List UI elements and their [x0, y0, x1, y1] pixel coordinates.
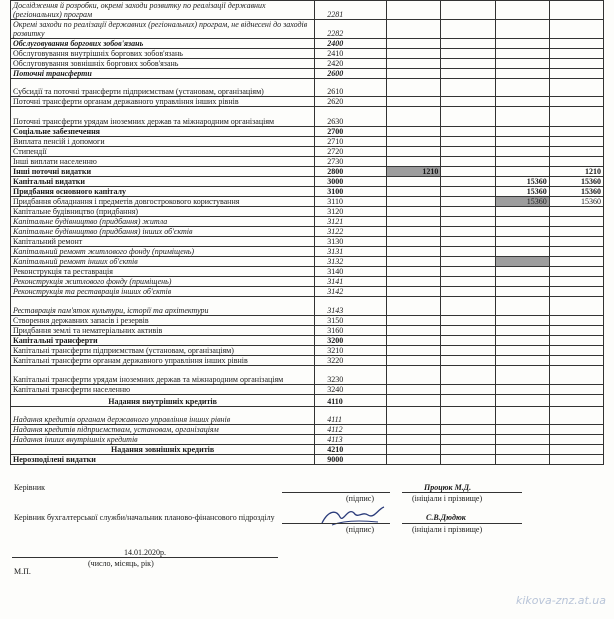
col-general-fund	[387, 297, 441, 316]
col-general-fund	[387, 79, 441, 97]
row-name: Придбання обладнання і предметів довгострокового користування	[11, 197, 315, 207]
row-code: 2700	[315, 127, 387, 137]
row-name: Капітальне будівництво (придбання) інших об'єктів	[11, 227, 315, 237]
table-row	[11, 287, 604, 297]
col-special-fund-b: 15360	[495, 187, 549, 197]
col-special-fund-a	[441, 147, 495, 157]
table-row	[11, 137, 604, 147]
row-name: Капітальні трансферти підприємствам (установам, організаціям)	[11, 346, 315, 356]
table-row	[11, 247, 604, 257]
row-name: Капітальний ремонт	[11, 237, 315, 247]
col-special-fund-a	[441, 187, 495, 197]
col-special-fund-b	[495, 247, 549, 257]
table-row	[11, 107, 604, 127]
table-row	[11, 316, 604, 326]
col-total	[549, 127, 603, 137]
head-name: Процюк М.Д.	[424, 483, 472, 492]
row-code: 3132	[315, 257, 387, 267]
col-general-fund	[387, 455, 441, 465]
row-code: 3142	[315, 287, 387, 297]
col-special-fund-b	[495, 316, 549, 326]
row-code: 2610	[315, 79, 387, 97]
col-total: 1210	[549, 167, 603, 177]
col-general-fund	[387, 237, 441, 247]
col-general-fund	[387, 127, 441, 137]
col-special-fund-b	[495, 425, 549, 435]
col-special-fund-a	[441, 407, 495, 425]
col-special-fund-a	[441, 107, 495, 127]
col-special-fund-a	[441, 97, 495, 107]
watermark: kikova-znz.at.ua	[515, 594, 606, 607]
row-name: Придбання землі та нематеріальних активів	[11, 326, 315, 336]
row-name: Капітальний ремонт житлового фонду (приміщень)	[11, 247, 315, 257]
col-special-fund-b	[495, 157, 549, 167]
col-total	[549, 69, 603, 79]
col-general-fund	[387, 227, 441, 237]
table-row	[11, 237, 604, 247]
row-name: Інші поточні видатки	[11, 167, 315, 177]
row-code: 3200	[315, 336, 387, 346]
col-total	[549, 49, 603, 59]
col-general-fund	[387, 69, 441, 79]
col-total	[549, 20, 603, 39]
col-general-fund	[387, 1, 441, 20]
col-special-fund-b	[495, 1, 549, 20]
col-general-fund	[387, 97, 441, 107]
col-general-fund	[387, 39, 441, 49]
col-special-fund-b	[495, 385, 549, 395]
row-code: 3143	[315, 297, 387, 316]
col-total	[549, 366, 603, 385]
col-general-fund	[387, 385, 441, 395]
row-code: 3000	[315, 177, 387, 187]
col-special-fund-a	[441, 217, 495, 227]
table-row	[11, 20, 604, 39]
col-special-fund-b	[495, 137, 549, 147]
row-code: 3230	[315, 366, 387, 385]
col-general-fund	[387, 187, 441, 197]
row-code: 3110	[315, 197, 387, 207]
col-special-fund-a	[441, 435, 495, 445]
table-row	[11, 1, 604, 20]
table-row	[11, 425, 604, 435]
row-code: 3210	[315, 346, 387, 356]
row-code: 4111	[315, 407, 387, 425]
col-special-fund-a	[441, 1, 495, 20]
accountant-sign-line	[282, 523, 390, 524]
col-special-fund-a	[441, 445, 495, 455]
row-name: Поточні трансферти урядам іноземних держав та міжнародним організаціям	[11, 107, 315, 127]
col-general-fund	[387, 366, 441, 385]
col-general-fund	[387, 107, 441, 127]
table-row	[11, 445, 604, 455]
col-special-fund-b	[495, 326, 549, 336]
col-general-fund	[387, 157, 441, 167]
col-special-fund-a	[441, 326, 495, 336]
table-row	[11, 39, 604, 49]
row-code: 2600	[315, 69, 387, 79]
col-special-fund-a	[441, 49, 495, 59]
table-row	[11, 277, 604, 287]
col-special-fund-a	[441, 385, 495, 395]
col-total	[549, 137, 603, 147]
row-name: Капітальні трансферти органам державного управління інших рівнів	[11, 356, 315, 366]
col-special-fund-a	[441, 137, 495, 147]
row-code: 2720	[315, 147, 387, 157]
date-caption: (число, місяць, рік)	[88, 559, 154, 568]
col-general-fund	[387, 407, 441, 425]
accountant-name: С.В.Дюдюк	[426, 513, 466, 522]
accountant-label: Керівник бухгалтерської служби/начальник планово-фінансового підрозділу	[14, 513, 275, 522]
row-name: Поточні трансферти органам державного управління інших рівнів	[11, 97, 315, 107]
row-name: Капітальний ремонт інших об'єктів	[11, 257, 315, 267]
col-general-fund	[387, 326, 441, 336]
col-total	[549, 445, 603, 455]
col-total	[549, 385, 603, 395]
head-name-line	[402, 492, 522, 493]
row-name: Надання зовнішніх кредитів	[11, 445, 315, 455]
col-general-fund	[387, 257, 441, 267]
col-special-fund-a	[441, 346, 495, 356]
row-code: 9000	[315, 455, 387, 465]
col-special-fund-b	[495, 445, 549, 455]
date-value: 14.01.2020р.	[124, 548, 166, 557]
row-name: Інші виплати населенню	[11, 157, 315, 167]
accountant-name-line	[402, 523, 522, 524]
expenditure-table	[10, 0, 604, 465]
row-code: 3141	[315, 277, 387, 287]
col-total	[549, 79, 603, 97]
col-total	[549, 326, 603, 336]
col-special-fund-b: 15360	[495, 197, 549, 207]
table-row	[11, 217, 604, 227]
table-row	[11, 197, 604, 207]
row-name: Надання внутрішніх кредитів	[11, 395, 315, 407]
row-name: Реконструкція та реставрація	[11, 267, 315, 277]
table-row	[11, 207, 604, 217]
col-total	[549, 346, 603, 356]
row-code: 2800	[315, 167, 387, 177]
col-general-fund	[387, 356, 441, 366]
col-total	[549, 247, 603, 257]
row-code: 4112	[315, 425, 387, 435]
col-special-fund-a	[441, 316, 495, 326]
col-special-fund-a	[441, 366, 495, 385]
col-total	[549, 267, 603, 277]
table-row	[11, 167, 604, 177]
table-row	[11, 257, 604, 267]
col-general-fund	[387, 316, 441, 326]
col-general-fund	[387, 336, 441, 346]
col-special-fund-a	[441, 257, 495, 267]
col-special-fund-a	[441, 227, 495, 237]
col-general-fund	[387, 207, 441, 217]
col-special-fund-a	[441, 297, 495, 316]
row-name: Нерозподілені видатки	[11, 455, 315, 465]
table-row	[11, 97, 604, 107]
col-special-fund-a	[441, 237, 495, 247]
row-code: 2620	[315, 97, 387, 107]
table-row	[11, 326, 604, 336]
row-code: 3240	[315, 385, 387, 395]
col-total: 15360	[549, 187, 603, 197]
col-special-fund-a	[441, 59, 495, 69]
row-code: 3122	[315, 227, 387, 237]
col-total	[549, 336, 603, 346]
col-special-fund-b	[495, 455, 549, 465]
col-total	[549, 395, 603, 407]
table-row	[11, 187, 604, 197]
accountant-name-caption: (ініціали і прізвище)	[412, 525, 483, 534]
table-row	[11, 395, 604, 407]
row-code: 3131	[315, 247, 387, 257]
row-name: Субсидії та поточні трансферти підприємствам (установам, організаціям)	[11, 79, 315, 97]
table-body	[11, 1, 604, 465]
table-row	[11, 435, 604, 445]
col-general-fund	[387, 445, 441, 455]
col-total	[549, 407, 603, 425]
col-total	[549, 287, 603, 297]
col-general-fund	[387, 287, 441, 297]
col-general-fund: 1210	[387, 167, 441, 177]
col-special-fund-a	[441, 455, 495, 465]
col-total	[549, 59, 603, 69]
col-special-fund-a	[441, 197, 495, 207]
row-name: Реставрація пам'яток культури, історії та архітектури	[11, 297, 315, 316]
col-special-fund-a	[441, 287, 495, 297]
row-code: 4210	[315, 445, 387, 455]
col-total	[549, 147, 603, 157]
row-code: 3220	[315, 356, 387, 366]
accountant-sign-caption: (підпис)	[346, 525, 375, 534]
col-total	[549, 257, 603, 267]
row-code: 2710	[315, 137, 387, 147]
row-name: Соціальне забезпечення	[11, 127, 315, 137]
col-general-fund	[387, 425, 441, 435]
row-name: Обслуговування боргових зобов'язань	[11, 39, 315, 49]
col-special-fund-a	[441, 79, 495, 97]
col-general-fund	[387, 247, 441, 257]
row-name: Капітальні видатки	[11, 177, 315, 187]
col-special-fund-a	[441, 69, 495, 79]
col-special-fund-b	[495, 435, 549, 445]
row-name: Капітальні трансферти	[11, 336, 315, 346]
col-general-fund	[387, 20, 441, 39]
row-name: Стипендії	[11, 147, 315, 157]
col-total	[549, 217, 603, 227]
date-line	[12, 557, 278, 558]
table-row	[11, 267, 604, 277]
col-special-fund-a	[441, 425, 495, 435]
row-code: 4113	[315, 435, 387, 445]
row-code: 2281	[315, 1, 387, 20]
col-total	[549, 227, 603, 237]
table-row	[11, 336, 604, 346]
table-row	[11, 147, 604, 157]
col-general-fund	[387, 435, 441, 445]
col-total	[549, 237, 603, 247]
table-row	[11, 455, 604, 465]
row-code: 2420	[315, 59, 387, 69]
col-special-fund-a	[441, 167, 495, 177]
row-name: Обслуговування внутрішніх боргових зобов'язань	[11, 49, 315, 59]
col-special-fund-b	[495, 227, 549, 237]
col-special-fund-b	[495, 147, 549, 157]
row-code: 3140	[315, 267, 387, 277]
col-general-fund	[387, 177, 441, 187]
col-general-fund	[387, 217, 441, 227]
col-special-fund-b	[495, 49, 549, 59]
row-name: Надання кредитів підприємствам, установам, організаціям	[11, 425, 315, 435]
col-total	[549, 455, 603, 465]
table-row	[11, 227, 604, 237]
row-name: Реконструкція та реставрація інших об'єктів	[11, 287, 315, 297]
table-row	[11, 157, 604, 167]
col-special-fund-a	[441, 127, 495, 137]
table-row	[11, 356, 604, 366]
col-total	[549, 425, 603, 435]
col-special-fund-b	[495, 297, 549, 316]
row-name: Капітальні трансферти населенню	[11, 385, 315, 395]
head-name-caption: (ініціали і прізвище)	[412, 494, 483, 503]
row-name: Надання кредитів органам державного управління інших рівнів	[11, 407, 315, 425]
col-total	[549, 157, 603, 167]
col-general-fund	[387, 137, 441, 147]
col-total	[549, 297, 603, 316]
col-special-fund-b	[495, 237, 549, 247]
col-special-fund-a	[441, 356, 495, 366]
row-code: 2630	[315, 107, 387, 127]
row-name: Виплата пенсій і допомоги	[11, 137, 315, 147]
row-code: 3160	[315, 326, 387, 336]
col-special-fund-b	[495, 107, 549, 127]
head-sign-line	[282, 492, 390, 493]
col-total	[549, 39, 603, 49]
col-total	[549, 207, 603, 217]
row-name: Обслуговування зовнішніх боргових зобов'язань	[11, 59, 315, 69]
col-special-fund-b	[495, 217, 549, 227]
col-special-fund-a	[441, 39, 495, 49]
row-code: 3130	[315, 237, 387, 247]
col-general-fund	[387, 346, 441, 356]
row-code: 2400	[315, 39, 387, 49]
col-special-fund-b	[495, 167, 549, 177]
table-row	[11, 407, 604, 425]
col-special-fund-a	[441, 247, 495, 257]
col-special-fund-a	[441, 20, 495, 39]
table-row	[11, 177, 604, 187]
col-special-fund-b	[495, 79, 549, 97]
row-code: 3121	[315, 217, 387, 227]
row-code: 2730	[315, 157, 387, 167]
col-special-fund-b	[495, 407, 549, 425]
row-name: Капітальне будівництво (придбання) житла	[11, 217, 315, 227]
row-name: Створення державних запасів і резервів	[11, 316, 315, 326]
row-code: 2282	[315, 20, 387, 39]
row-code: 3100	[315, 187, 387, 197]
col-total	[549, 97, 603, 107]
seal-label: М.П.	[14, 567, 31, 576]
col-special-fund-b	[495, 207, 549, 217]
col-special-fund-b	[495, 59, 549, 69]
row-code: 2410	[315, 49, 387, 59]
col-special-fund-a	[441, 267, 495, 277]
col-total	[549, 435, 603, 445]
col-special-fund-a	[441, 177, 495, 187]
col-special-fund-b	[495, 395, 549, 407]
col-special-fund-b	[495, 20, 549, 39]
col-total: 15360	[549, 197, 603, 207]
col-total	[549, 356, 603, 366]
col-general-fund	[387, 59, 441, 69]
col-general-fund	[387, 267, 441, 277]
col-total	[549, 277, 603, 287]
table-row	[11, 346, 604, 356]
col-total	[549, 107, 603, 127]
col-general-fund	[387, 277, 441, 287]
col-special-fund-a	[441, 157, 495, 167]
col-general-fund	[387, 395, 441, 407]
col-special-fund-b	[495, 336, 549, 346]
row-name: Дослідження й розробки, окремі заходи розвитку по реалізації державних (регіональних) програм	[11, 1, 315, 20]
col-special-fund-a	[441, 207, 495, 217]
row-name: Надання інших внутрішніх кредитів	[11, 435, 315, 445]
table-row	[11, 49, 604, 59]
col-general-fund	[387, 147, 441, 157]
col-total	[549, 1, 603, 20]
col-special-fund-b	[495, 287, 549, 297]
col-special-fund-b	[495, 97, 549, 107]
row-name: Капітальні трансферти урядам іноземних держав та міжнародним організаціям	[11, 366, 315, 385]
row-code: 4110	[315, 395, 387, 407]
table-row	[11, 79, 604, 97]
row-name: Поточні трансферти	[11, 69, 315, 79]
col-general-fund	[387, 49, 441, 59]
table-row	[11, 385, 604, 395]
table-row	[11, 127, 604, 137]
row-name: Реконструкція житлового фонду (приміщень)	[11, 277, 315, 287]
row-code: 3150	[315, 316, 387, 326]
col-special-fund-a	[441, 277, 495, 287]
col-special-fund-a	[441, 395, 495, 407]
table-row	[11, 366, 604, 385]
row-name: Придбання основного капіталу	[11, 187, 315, 197]
col-special-fund-b	[495, 267, 549, 277]
col-total	[549, 316, 603, 326]
row-name: Окремі заходи по реалізації державних (регіональних) програм, не віднесені до заходів розвитку	[11, 20, 315, 39]
col-special-fund-b: 15360	[495, 177, 549, 187]
col-special-fund-b	[495, 39, 549, 49]
col-special-fund-b	[495, 356, 549, 366]
table-row	[11, 297, 604, 316]
head-label: Керівник	[14, 483, 46, 492]
col-special-fund-b	[495, 346, 549, 356]
col-special-fund-a	[441, 336, 495, 346]
col-special-fund-b	[495, 69, 549, 79]
col-general-fund	[387, 197, 441, 207]
table-row	[11, 69, 604, 79]
row-name: Капітальне будівництво (придбання)	[11, 207, 315, 217]
col-total: 15360	[549, 177, 603, 187]
col-special-fund-b	[495, 366, 549, 385]
col-special-fund-b	[495, 277, 549, 287]
col-special-fund-b	[495, 257, 549, 267]
head-sign-caption: (підпис)	[346, 494, 375, 503]
table-row	[11, 59, 604, 69]
row-code: 3120	[315, 207, 387, 217]
col-special-fund-b	[495, 127, 549, 137]
